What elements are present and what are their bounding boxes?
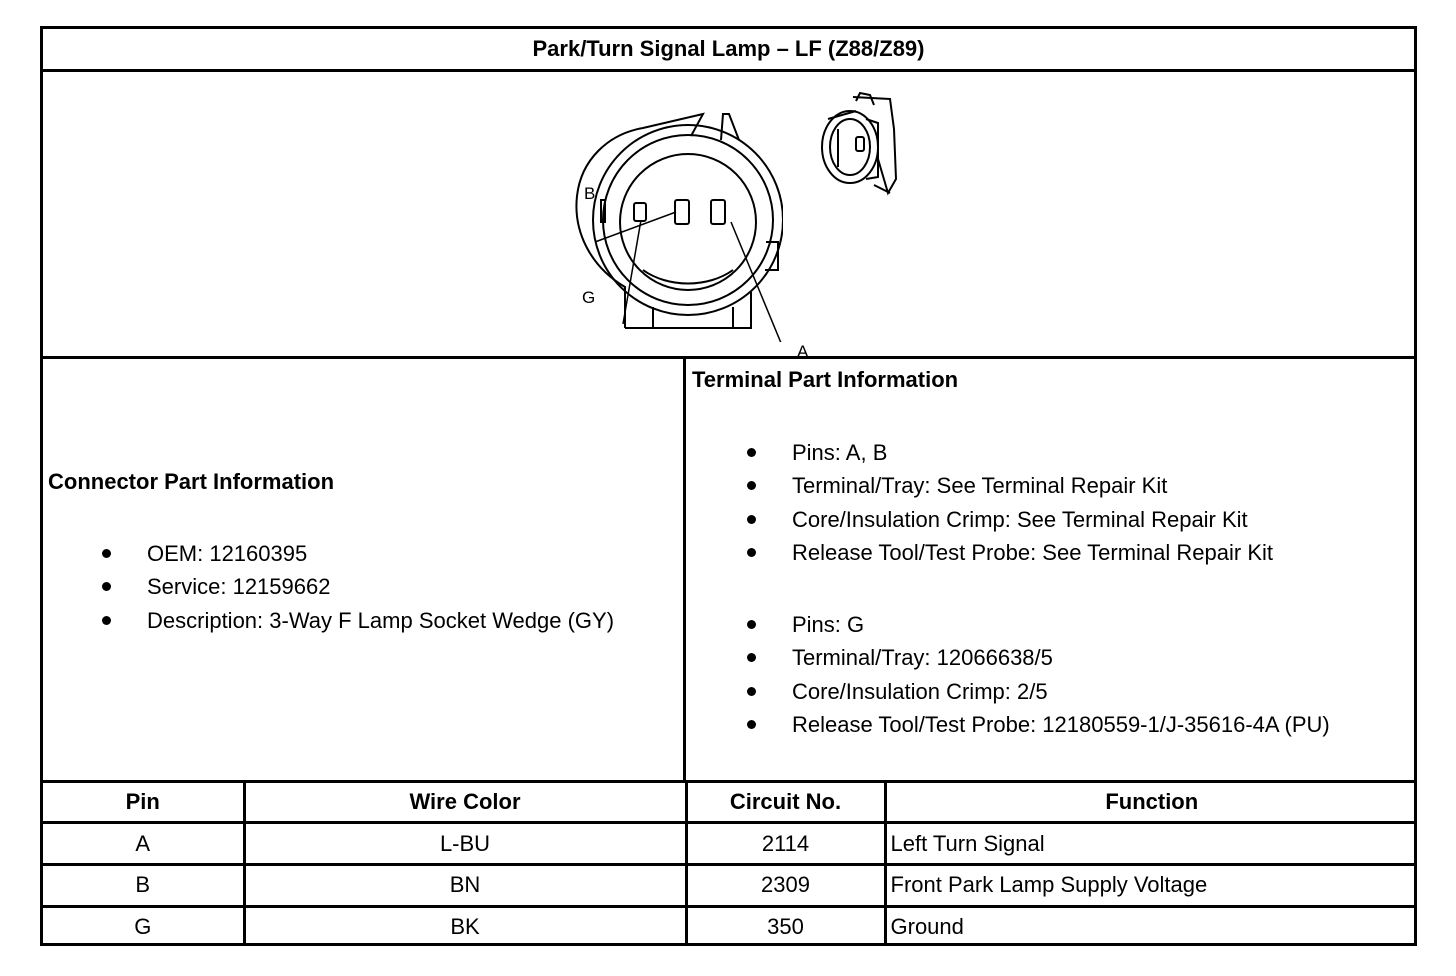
list-item-text: Release Tool/Test Probe: 12180559-1/J-35616-4A (PU) bbox=[792, 711, 1330, 737]
part-info-section bbox=[43, 359, 1414, 783]
bullet-icon bbox=[102, 616, 111, 625]
list-item bbox=[692, 675, 1330, 708]
cell-wire-color: L-BU bbox=[244, 823, 686, 865]
list-item-text: Core/Insulation Crimp: See Terminal Repair Kit bbox=[792, 506, 1248, 532]
connector-part-info bbox=[43, 359, 686, 780]
header-wire-color: Wire Color bbox=[244, 783, 686, 823]
list-item bbox=[692, 503, 1273, 536]
header-pin: Pin bbox=[43, 783, 244, 823]
bullet-icon bbox=[102, 582, 111, 591]
list-item-text: Description: 3-Way F Lamp Socket Wedge (GY) bbox=[147, 607, 615, 633]
terminal-part-list-g bbox=[692, 608, 1330, 741]
list-item-text: Terminal/Tray: 12066638/5 bbox=[792, 645, 1053, 671]
cell-pin: G bbox=[43, 906, 244, 946]
pinout-table bbox=[43, 783, 1417, 946]
bullet-icon bbox=[102, 549, 111, 558]
list-item-text: Pins: G bbox=[792, 612, 865, 637]
list-item-text: OEM: 12160395 bbox=[147, 541, 308, 566]
connector-part-heading: Connector Part Information bbox=[48, 469, 335, 494]
pin-label-b: B bbox=[584, 184, 596, 203]
terminal-part-list-ab bbox=[692, 436, 1273, 569]
list-item bbox=[692, 536, 1273, 569]
cell-circuit-no: 2309 bbox=[686, 864, 885, 906]
list-item bbox=[692, 708, 1330, 741]
bullet-icon bbox=[747, 448, 756, 457]
cell-wire-color: BN bbox=[244, 864, 686, 906]
cell-pin: A bbox=[43, 823, 244, 865]
bullet-icon bbox=[747, 481, 756, 490]
list-item bbox=[692, 641, 1330, 674]
list-item-text: Core/Insulation Crimp: 2/5 bbox=[792, 678, 1048, 704]
bullet-icon bbox=[747, 687, 756, 696]
bullet-icon bbox=[747, 720, 756, 729]
connector-figure bbox=[43, 72, 1414, 359]
list-item-text: Terminal/Tray: See Terminal Repair Kit bbox=[792, 473, 1168, 499]
table-row bbox=[43, 864, 1417, 906]
cell-pin: B bbox=[43, 864, 244, 906]
bullet-icon bbox=[747, 653, 756, 662]
header-circuit-no: Circuit No. bbox=[686, 783, 885, 823]
table-header-row bbox=[43, 783, 1417, 823]
list-item-text: Service: 12159662 bbox=[147, 574, 331, 600]
pin-label-g: G bbox=[582, 288, 596, 307]
connector-face-icon bbox=[533, 92, 783, 342]
bullet-icon bbox=[747, 515, 756, 524]
terminal-part-info bbox=[686, 359, 1417, 780]
header-function: Function bbox=[885, 783, 1417, 823]
list-item bbox=[47, 604, 614, 637]
list-item bbox=[692, 608, 1330, 641]
connector-isometric-icon bbox=[808, 89, 908, 199]
cell-function: Front Park Lamp Supply Voltage bbox=[885, 864, 1417, 906]
connector-sheet bbox=[40, 26, 1417, 946]
pin-label-a: A bbox=[797, 342, 809, 361]
list-item bbox=[47, 570, 614, 603]
list-item bbox=[47, 537, 614, 570]
table-row bbox=[43, 823, 1417, 865]
table-row bbox=[43, 906, 1417, 946]
list-item bbox=[692, 469, 1273, 502]
bullet-icon bbox=[747, 548, 756, 557]
page-title: Park/Turn Signal Lamp – LF (Z88/Z89) bbox=[43, 29, 1414, 72]
connector-part-list bbox=[47, 537, 614, 637]
list-item-text: Pins: A, B bbox=[792, 440, 888, 465]
bullet-icon bbox=[747, 620, 756, 629]
cell-circuit-no: 350 bbox=[686, 906, 885, 946]
terminal-part-heading: Terminal Part Information bbox=[692, 367, 959, 392]
cell-wire-color: BK bbox=[244, 906, 686, 946]
list-item-text: Release Tool/Test Probe: See Terminal Repair Kit bbox=[792, 539, 1273, 565]
cell-circuit-no: 2114 bbox=[686, 823, 885, 865]
cell-function: Ground bbox=[885, 906, 1417, 946]
list-item bbox=[692, 436, 1273, 469]
cell-function: Left Turn Signal bbox=[885, 823, 1417, 865]
